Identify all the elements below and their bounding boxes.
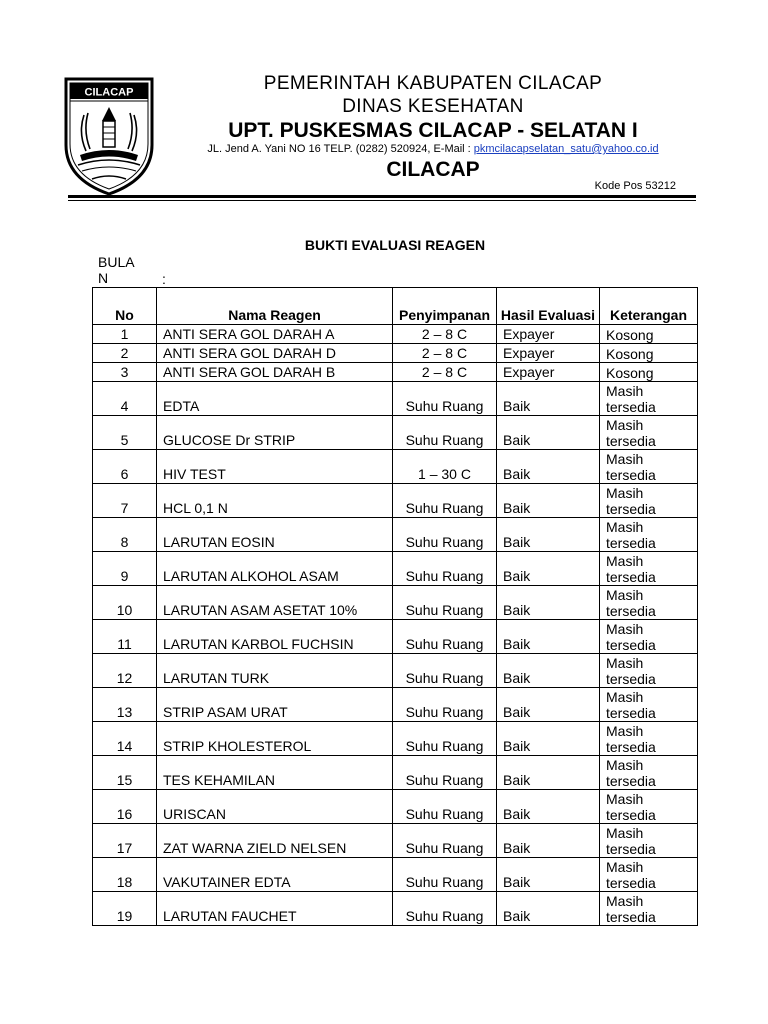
row-result: Baik [497, 654, 600, 688]
row-no: 6 [93, 450, 157, 484]
row-no: 3 [93, 363, 157, 382]
row-result: Expayer [497, 344, 600, 363]
row-reagent-name: HCL 0,1 N [157, 484, 393, 518]
row-reagent-name: LARUTAN ASAM ASETAT 10% [157, 586, 393, 620]
row-notes: Masih tersedia [600, 586, 698, 620]
row-no: 4 [93, 382, 157, 416]
table-row [93, 824, 698, 858]
row-no: 2 [93, 344, 157, 363]
row-notes: Kosong [600, 344, 698, 363]
header-institution-name: UPT. PUSKESMAS CILACAP - SELATAN I [228, 119, 638, 142]
table-row [93, 484, 698, 518]
row-storage: 1 – 30 C [393, 450, 497, 484]
table-row [93, 382, 698, 416]
row-result: Baik [497, 756, 600, 790]
row-no: 8 [93, 518, 157, 552]
month-label [98, 254, 135, 286]
table-row [93, 325, 698, 344]
header-evaluation-result: Hasil Evaluasi [497, 288, 600, 325]
row-result: Baik [497, 688, 600, 722]
table-row [93, 790, 698, 824]
month-label-part2: N [98, 270, 109, 286]
row-reagent-name: LARUTAN TURK [157, 654, 393, 688]
row-reagent-name: LARUTAN EOSIN [157, 518, 393, 552]
row-result: Expayer [497, 363, 600, 382]
row-result: Baik [497, 722, 600, 756]
row-result: Baik [497, 484, 600, 518]
table-row [93, 344, 698, 363]
row-no: 7 [93, 484, 157, 518]
header-reagent-name: Nama Reagen [157, 288, 393, 325]
row-storage: Suhu Ruang [393, 892, 497, 926]
row-result: Baik [497, 824, 600, 858]
header-storage: Penyimpanan [393, 288, 497, 325]
row-result: Baik [497, 892, 600, 926]
row-no: 14 [93, 722, 157, 756]
row-result: Baik [497, 382, 600, 416]
row-reagent-name: LARUTAN FAUCHET [157, 892, 393, 926]
row-reagent-name: GLUCOSE Dr STRIP [157, 416, 393, 450]
row-no: 16 [93, 790, 157, 824]
row-notes: Masih tersedia [600, 450, 698, 484]
row-no: 9 [93, 552, 157, 586]
header-city: CILACAP [386, 158, 480, 181]
row-storage: Suhu Ruang [393, 824, 497, 858]
row-result: Baik [497, 790, 600, 824]
table-row [93, 892, 698, 926]
row-reagent-name: STRIP ASAM URAT [157, 688, 393, 722]
table-header-row [93, 288, 698, 325]
row-notes: Masih tersedia [600, 654, 698, 688]
row-storage: Suhu Ruang [393, 518, 497, 552]
row-storage: Suhu Ruang [393, 620, 497, 654]
address-text: JL. Jend A. Yani NO 16 TELP. (0282) 520924, E-Mail : [207, 143, 474, 155]
row-storage: Suhu Ruang [393, 722, 497, 756]
row-no: 15 [93, 756, 157, 790]
row-result: Baik [497, 586, 600, 620]
row-storage: Suhu Ruang [393, 756, 497, 790]
table-row [93, 552, 698, 586]
row-reagent-name: ANTI SERA GOL DARAH B [157, 363, 393, 382]
row-storage: 2 – 8 C [393, 363, 497, 382]
row-no: 12 [93, 654, 157, 688]
row-storage: Suhu Ruang [393, 858, 497, 892]
header-thin-rule [68, 200, 696, 201]
row-reagent-name: ZAT WARNA ZIELD NELSEN [157, 824, 393, 858]
row-notes: Masih tersedia [600, 722, 698, 756]
table-row [93, 416, 698, 450]
header-department-line: DINAS KESEHATAN [342, 96, 524, 117]
table-row [93, 518, 698, 552]
row-notes: Kosong [600, 363, 698, 382]
header-notes: Keterangan [600, 288, 698, 325]
row-reagent-name: URISCAN [157, 790, 393, 824]
row-notes: Masih tersedia [600, 756, 698, 790]
row-storage: Suhu Ruang [393, 382, 497, 416]
row-reagent-name: VAKUTAINER EDTA [157, 858, 393, 892]
email-link[interactable]: pkmcilacapselatan_satu@yahoo.co.id [473, 143, 659, 155]
table-row [93, 688, 698, 722]
row-no: 18 [93, 858, 157, 892]
table-row [93, 363, 698, 382]
row-result: Baik [497, 858, 600, 892]
table-row [93, 858, 698, 892]
row-reagent-name: EDTA [157, 382, 393, 416]
row-storage: Suhu Ruang [393, 586, 497, 620]
row-reagent-name: STRIP KHOLESTEROL [157, 722, 393, 756]
row-reagent-name: LARUTAN ALKOHOL ASAM [157, 552, 393, 586]
reagent-evaluation-table [92, 287, 698, 926]
row-no: 10 [93, 586, 157, 620]
row-storage: Suhu Ruang [393, 416, 497, 450]
row-no: 17 [93, 824, 157, 858]
row-reagent-name: ANTI SERA GOL DARAH D [157, 344, 393, 363]
row-notes: Masih tersedia [600, 416, 698, 450]
table-row [93, 756, 698, 790]
header-address-line [180, 143, 686, 155]
row-notes: Kosong [600, 325, 698, 344]
row-reagent-name: HIV TEST [157, 450, 393, 484]
header-no: No [93, 288, 157, 325]
month-label-part1: BULA [98, 254, 135, 270]
row-result: Baik [497, 416, 600, 450]
table-row [93, 586, 698, 620]
row-no: 19 [93, 892, 157, 926]
row-notes: Masih tersedia [600, 688, 698, 722]
table-row [93, 722, 698, 756]
row-notes: Masih tersedia [600, 858, 698, 892]
row-storage: Suhu Ruang [393, 484, 497, 518]
postal-code: Kode Pos 53212 [594, 180, 676, 192]
row-result: Baik [497, 552, 600, 586]
document-title: BUKTI EVALUASI REAGEN [304, 237, 486, 253]
row-no: 1 [93, 325, 157, 344]
row-storage: 2 – 8 C [393, 344, 497, 363]
row-no: 5 [93, 416, 157, 450]
month-colon: : [162, 271, 166, 287]
table-row [93, 654, 698, 688]
row-no: 13 [93, 688, 157, 722]
row-reagent-name: TES KEHAMILAN [157, 756, 393, 790]
logo-text: CILACAP [84, 86, 134, 99]
row-result: Baik [497, 518, 600, 552]
row-reagent-name: LARUTAN KARBOL FUCHSIN [157, 620, 393, 654]
header-thick-rule [68, 195, 696, 198]
row-storage: Suhu Ruang [393, 688, 497, 722]
row-notes: Masih tersedia [600, 892, 698, 926]
cilacap-coat-of-arms-logo [62, 75, 156, 197]
row-reagent-name: ANTI SERA GOL DARAH A [157, 325, 393, 344]
row-notes: Masih tersedia [600, 552, 698, 586]
row-storage: Suhu Ruang [393, 790, 497, 824]
row-no: 11 [93, 620, 157, 654]
header-government-line: PEMERINTAH KABUPATEN CILACAP [263, 73, 603, 94]
row-result: Expayer [497, 325, 600, 344]
row-notes: Masih tersedia [600, 484, 698, 518]
row-storage: Suhu Ruang [393, 552, 497, 586]
row-notes: Masih tersedia [600, 790, 698, 824]
table-row [93, 450, 698, 484]
row-storage: 2 – 8 C [393, 325, 497, 344]
row-notes: Masih tersedia [600, 518, 698, 552]
table-row [93, 620, 698, 654]
row-storage: Suhu Ruang [393, 654, 497, 688]
row-notes: Masih tersedia [600, 824, 698, 858]
row-result: Baik [497, 620, 600, 654]
row-result: Baik [497, 450, 600, 484]
row-notes: Masih tersedia [600, 620, 698, 654]
row-notes: Masih tersedia [600, 382, 698, 416]
